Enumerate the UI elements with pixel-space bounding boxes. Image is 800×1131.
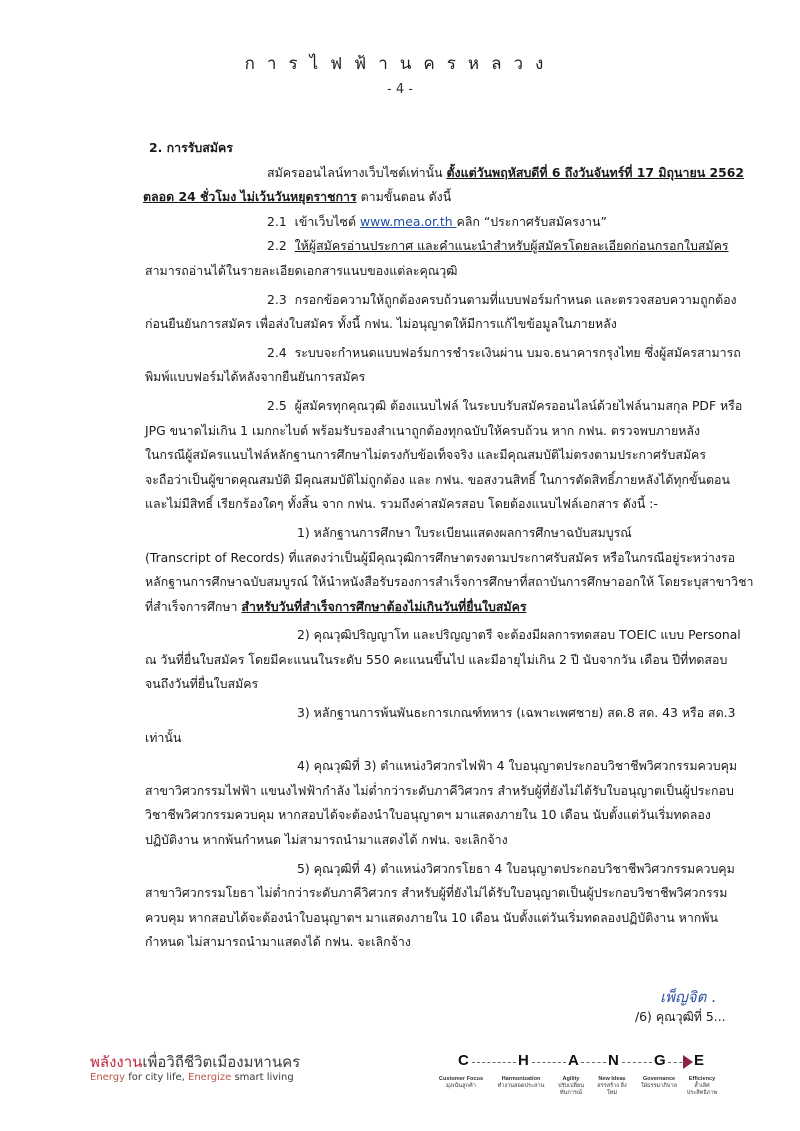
step-text: กรอกข้อความให้ถูกต้องครบถ้วนตามที่แบบฟอร์มกำหนด และตรวจสอบความถูกต้อง (294, 291, 737, 307)
value-letter-h: H (518, 1052, 529, 1069)
step-number: 2.4 (267, 344, 287, 360)
slogan-en-accent: Energy (90, 1072, 126, 1083)
document-item-2: 2) คุณวุฒิปริญญาโท และปริญญาตรี จะต้องมีผลการทดสอบ TOEIC แบบ Personal (297, 627, 741, 643)
value-letter-g: G (654, 1052, 666, 1069)
step-2-4-cont: พิมพ์แบบฟอร์มได้หลังจากยืนยันการสมัคร (145, 369, 366, 385)
continuation-note: /6) คุณวุฒิที่ 5... (635, 1009, 726, 1024)
step-2-3 (145, 288, 765, 313)
value-en: Customer Focus (438, 1076, 484, 1082)
document-item-1-cont (145, 595, 765, 620)
document-item-1: 1) หลักฐานการศึกษา ใบระเบียนแสดงผลการศึกษาฉบับสมบูรณ์ (297, 524, 632, 540)
document-item-5-cont: ควบคุม หากสอบได้จะต้องนำใบอนุญาตฯ มาแสดงภายใน 10 เดือน นับตั้งแต่วันเริ่มทดลองปฏิบัติงาน หากพ้น (145, 909, 718, 925)
footer-slogan (90, 1053, 300, 1085)
step-text-underlined: ให้ผู้สมัครอ่านประกาศ และคำแนะนำสำหรับผู้สมัครโดยละเอียดก่อนกรอกใบสมัคร (294, 238, 729, 254)
document-item-4-cont: สาขาวิศวกรรมไฟฟ้า แขนงไฟฟ้ากำลัง ไม่ต่ำกว่าระดับภาคีวิศวกร สำหรับผู้ที่ยังไม่ได้รับใบอนุญาตเป็นผู้ประกอบ (145, 782, 734, 798)
document-body (145, 136, 765, 955)
value-label-governance (636, 1076, 682, 1090)
step-text: ผู้สมัครทุกคุณวุฒิ ต้องแนบไฟล์ ในระบบรับสมัครออนไลน์ด้วยไฟล์นามสกุล PDF หรือ (294, 397, 743, 413)
step-number: 2.3 (267, 291, 287, 307)
document-item-4-cont: ปฏิบัติงาน หากพ้นกำหนด ไม่สามารถนำมาแสดงได้ กฟน. จะเลิกจ้าง (145, 832, 508, 848)
document-item-2-cont: จนถึงวันที่ยื่นใบสมัคร (145, 676, 259, 692)
intro-paragraph (145, 161, 765, 186)
value-th: ล้ำเลิศ ประสิทธิภาพ (686, 1083, 718, 1096)
document-item-5: 5) คุณวุฒิที่ 4) ตำแหน่งวิศวกรโยธา 4 ใบอนุญาตประกอบวิชาชีพวิศวกรรมควบคุม (297, 860, 735, 876)
value-en: Agility (562, 1076, 580, 1082)
dash-connector (622, 1062, 652, 1063)
document-item-4-cont: วิชาชีพวิศวกรรมควบคุม หากสอบได้จะต้องนำใบอนุญาตฯ มาแสดงภายใน 10 เดือน นับตั้งแต่วันเริ่มทดลอง (145, 807, 711, 823)
step-2-5-cont: JPG ขนาดไม่เกิน 1 เมกกะไบต์ พร้อมรับรองสำเนาถูกต้องทุกฉบับให้ครบถ้วน หาก กฟน. ตรวจพบภายหลัง (145, 422, 701, 438)
step-2-3-cont: ก่อนยืนยันการสมัคร เพื่อส่งใบสมัคร ทั้งนี้ กฟน. ไม่อนุญาตให้มีการแก้ไขข้อมูลในภายหลัง (145, 316, 617, 332)
intro-date-range: ตั้งแต่วันพฤหัสบดีที่ 6 ถึงวันจันทร์ที่ 17 มิถุนายน 2562 (446, 164, 744, 180)
value-label-agility (554, 1076, 588, 1097)
slogan-en-accent: Energize (188, 1072, 232, 1083)
step-2-4 (145, 341, 765, 366)
step-number: 2.2 (267, 238, 287, 254)
document-item-3: 3) หลักฐานการพ้นพันธะการเกณฑ์ทหาร (เฉพาะเพศชาย) สด.8 สด. 43 หรือ สด.3 (297, 705, 736, 721)
slogan-english (90, 1071, 300, 1085)
slogan-thai (90, 1053, 300, 1071)
document-item-4: 4) คุณวุฒิที่ 3) ตำแหน่งวิศวกรไฟฟ้า 4 ใบอนุญาตประกอบวิชาชีพวิศวกรรมควบคุม (297, 758, 738, 774)
value-letter-n: N (608, 1052, 619, 1069)
document-item-3-cont: เท่านั้น (145, 729, 182, 745)
value-en: Efficiency (688, 1076, 716, 1082)
step-2-5-cont: ในกรณีผู้สมัครแนบไฟล์หลักฐานการศึกษาไม่ตรงกับข้อเท็จจริง และมีคุณสมบัติไม่ตรงตามประกาศรับสมัคร (145, 447, 707, 463)
step-2-1 (145, 210, 765, 235)
intro-paragraph-cont (143, 185, 765, 210)
document-item-1-cont: หลักฐานการศึกษาฉบับสมบูรณ์ ให้นำหนังสือรับรองการสำเร็จการศึกษาที่สถาบันการศึกษาออกให้ โดยระบุสาขาวิชา (145, 574, 754, 590)
slogan-en-text: smart living (231, 1072, 294, 1083)
value-th: ใฝ่ธรรมาภิบาล (640, 1083, 678, 1089)
value-th: มุ่งเน้นลูกค้า (446, 1083, 476, 1089)
page-number: - 4 - (387, 82, 413, 97)
value-th: ปรับเปลี่ยน ทันการณ์ (557, 1083, 585, 1096)
step-number: 2.5 (267, 397, 287, 413)
step-text: เข้าเว็บไซต์ (294, 213, 360, 229)
page-header-organization: การไฟฟ้านครหลวง (244, 54, 556, 74)
step-text: คลิก “ประกาศรับสมัครงาน” (456, 213, 607, 229)
value-label-harmonization (496, 1076, 546, 1090)
value-th: ทำงานสอดประสาน (497, 1083, 545, 1089)
step-2-2-cont: สามารถอ่านได้ในรายละเอียดเอกสารแนบของแต่ละคุณวุฒิ (145, 262, 458, 278)
value-letter-a: A (568, 1052, 579, 1069)
step-2-2 (145, 234, 765, 259)
intro-tail: ตามขั้นตอน ดังนี้ (356, 189, 452, 205)
slogan-en-text: for city life, (125, 1072, 189, 1083)
step-number: 2.1 (267, 213, 287, 229)
section-heading: 2. การรับสมัคร (149, 140, 233, 155)
dash-connector (472, 1062, 516, 1063)
value-en: Governance (642, 1076, 676, 1082)
intro-hours: ตลอด 24 ชั่วโมง ไม่เว้นวันหยุดราชการ (143, 189, 357, 205)
slogan-thai-rest: เพื่อวิถีชีวิตเมืองมหานคร (142, 1053, 301, 1071)
value-en: New Ideas (598, 1076, 626, 1082)
step-text: ระบบจะกำหนดแบบฟอร์มการชำระเงินผ่าน บมจ.ธนาคารกรุงไทย ซึ่งผู้สมัครสามารถ (294, 344, 741, 360)
document-text-underlined: สำหรับวันที่สำเร็จการศึกษาต้องไม่เกินวันที่ยื่นใบสมัคร (241, 598, 527, 614)
value-letter-e: E (694, 1052, 705, 1069)
document-item-2-cont: ณ วันที่ยื่นใบสมัคร โดยมีคะแนนในระดับ 550 คะแนนขึ้นไป และมีอายุไม่เกิน 2 ปี นับจากวัน เดือน ปีที่ทดสอบ (145, 651, 728, 667)
dash-connector (581, 1062, 606, 1063)
value-th: สรรสร้าง สิ่งใหม่ (597, 1083, 627, 1096)
document-item-1-cont: (Transcript of Records) ที่แสดงว่าเป็นผู้มีคุณวุฒิการศึกษาตรงตามประกาศรับสมัคร หรือในกรณีอยู่ระหว่างรอ (145, 549, 736, 565)
step-2-5-cont: และไม่มีสิทธิ์ เรียกร้องใดๆ ทั้งสิ้น จาก กฟน. รวมถึงค่าสมัครสอบ โดยต้องแนบไฟล์เอกสาร ดังนี้ :- (145, 496, 658, 512)
slogan-thai-accent: พลังงาน (90, 1053, 143, 1071)
value-label-customer-focus (436, 1076, 486, 1090)
website-link[interactable]: www.mea.or.th (359, 213, 457, 229)
values-letters (430, 1052, 730, 1074)
arrow-icon (683, 1055, 693, 1069)
step-2-5-cont: จะถือว่าเป็นผู้ขาดคุณสมบัติ มีคุณสมบัติไม่ถูกต้อง และ กฟน. ขอสงวนสิทธิ์ ในการตัดสิทธิ์ภายหลังได้ทุกขั้นตอน (145, 471, 730, 487)
document-item-5-cont: กำหนด ไม่สามารถนำมาแสดงได้ กฟน. จะเลิกจ้าง (145, 934, 411, 950)
dash-connector (532, 1062, 566, 1063)
handwritten-initials: เพ็ญจิต . (660, 988, 716, 1006)
core-values-change-strip (430, 1052, 750, 1112)
value-label-new-ideas (594, 1076, 630, 1097)
value-en: Harmonization (501, 1076, 541, 1082)
document-text: ที่สำเร็จการศึกษา (145, 598, 242, 614)
document-item-5-cont: สาขาวิศวกรรมโยธา ไม่ต่ำกว่าระดับภาคีวิศวกร สำหรับผู้ที่ยังไม่ได้รับใบอนุญาตเป็นผู้ประกอบวิชาชีพวิศวกรรม (145, 885, 728, 901)
intro-lead: สมัครออนไลน์ทางเว็บไซต์เท่านั้น (267, 164, 447, 180)
value-letter-c: C (458, 1052, 469, 1069)
value-label-efficiency (682, 1076, 722, 1097)
step-2-5 (145, 394, 765, 419)
